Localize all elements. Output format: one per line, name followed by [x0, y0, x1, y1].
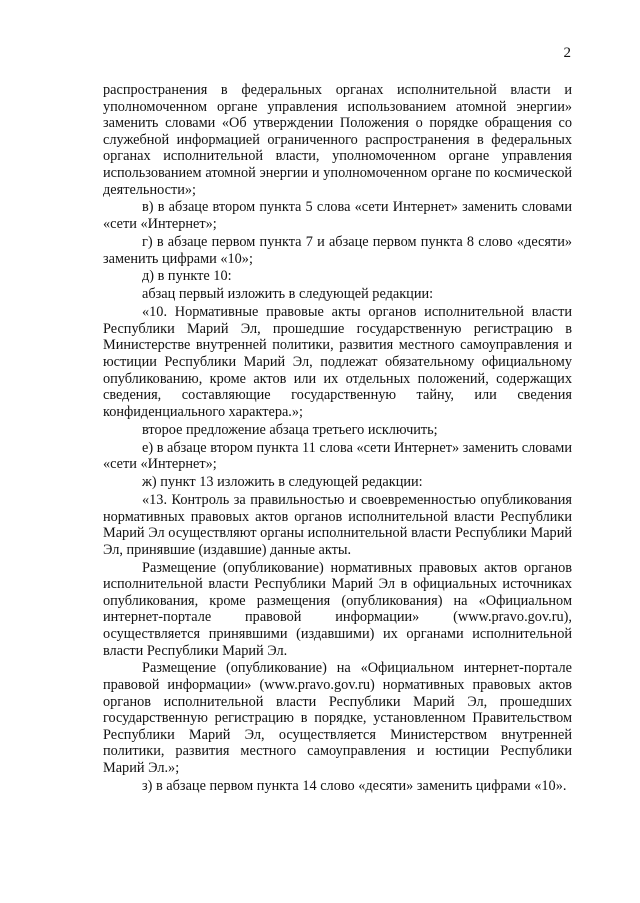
paragraph: в) в абзаце втором пункта 5 слова «сети Интернет» заменить словами «сети «Интернет»; [103, 199, 572, 233]
paragraph: распространения в федеральных органах исполнительной власти и уполномоченном органе управления использованием атомной энергии» заменить словами «Об утверждении Положения о порядке обращения со служебной информацией ограниченного распространения в федеральных органах исполнительной власти, уполномоченном органе управления использованием атомной энергии и уполномоченном органе по космической деятельности»; [103, 82, 572, 198]
page-number: 2 [563, 45, 571, 61]
paragraph: д) в пункте 10: [142, 268, 232, 285]
paragraph: г) в абзаце первом пункта 7 и абзаце первом пункта 8 слово «десяти» заменить цифрами «10»; [103, 233, 572, 267]
paragraph: з) в абзаце первом пункта 14 слово «десяти» заменить цифрами «10». [142, 777, 567, 794]
paragraph: «10. Нормативные правовые акты органов исполнительной власти Республики Марий Эл, прошедшие государственную регистрацию в Министерстве внутренней политики, развития местного самоуправления и юстиции Республики Марий Эл, подлежат обязательному официальному опубликованию, кроме актов или их отдельных положений, содержащих сведения, составляющие государственную тайну, или сведения конфиденциального характера.»; [103, 304, 572, 420]
paragraph: Размещение (опубликование) на «Официальном интернет-портале правовой информации» (www.pravo.gov.ru) нормативных правовых актов органов исполнительной власти Республики Марий Эл, прошедших государственную регистрацию в порядке, установленном Правительством Республики Марий Эл, осуществляется Министерством внутренней политики, развития местного самоуправления и юстиции Республики Марий Эл.»; [103, 660, 572, 777]
document-body [103, 82, 572, 796]
paragraph: ж) пункт 13 изложить в следующей редакции: [142, 474, 423, 491]
paragraph: Размещение (опубликование) нормативных правовых актов органов исполнительной власти Республики Марий Эл в официальных источниках опубликования, кроме размещения (опубликования) на «Официальном интернет-портале правовой информации» (www.pravo.gov.ru), осуществляется принявшими (издавшими) их органами исполнительной власти Республики Марий Эл. [103, 559, 572, 659]
paragraph: «13. Контроль за правильностью и своевременностью опубликования нормативных правовых актов органов исполнительной власти Республики Марий Эл осуществляют органы исполнительной власти Республики Марий Эл, принявшие (издавшие) данные акты. [103, 491, 572, 558]
paragraph: второе предложение абзаца третьего исключить; [142, 421, 438, 438]
paragraph: е) в абзаце втором пункта 11 слова «сети Интернет» заменить словами «сети «Интернет»; [103, 439, 572, 473]
paragraph: абзац первый изложить в следующей редакции: [142, 286, 434, 303]
